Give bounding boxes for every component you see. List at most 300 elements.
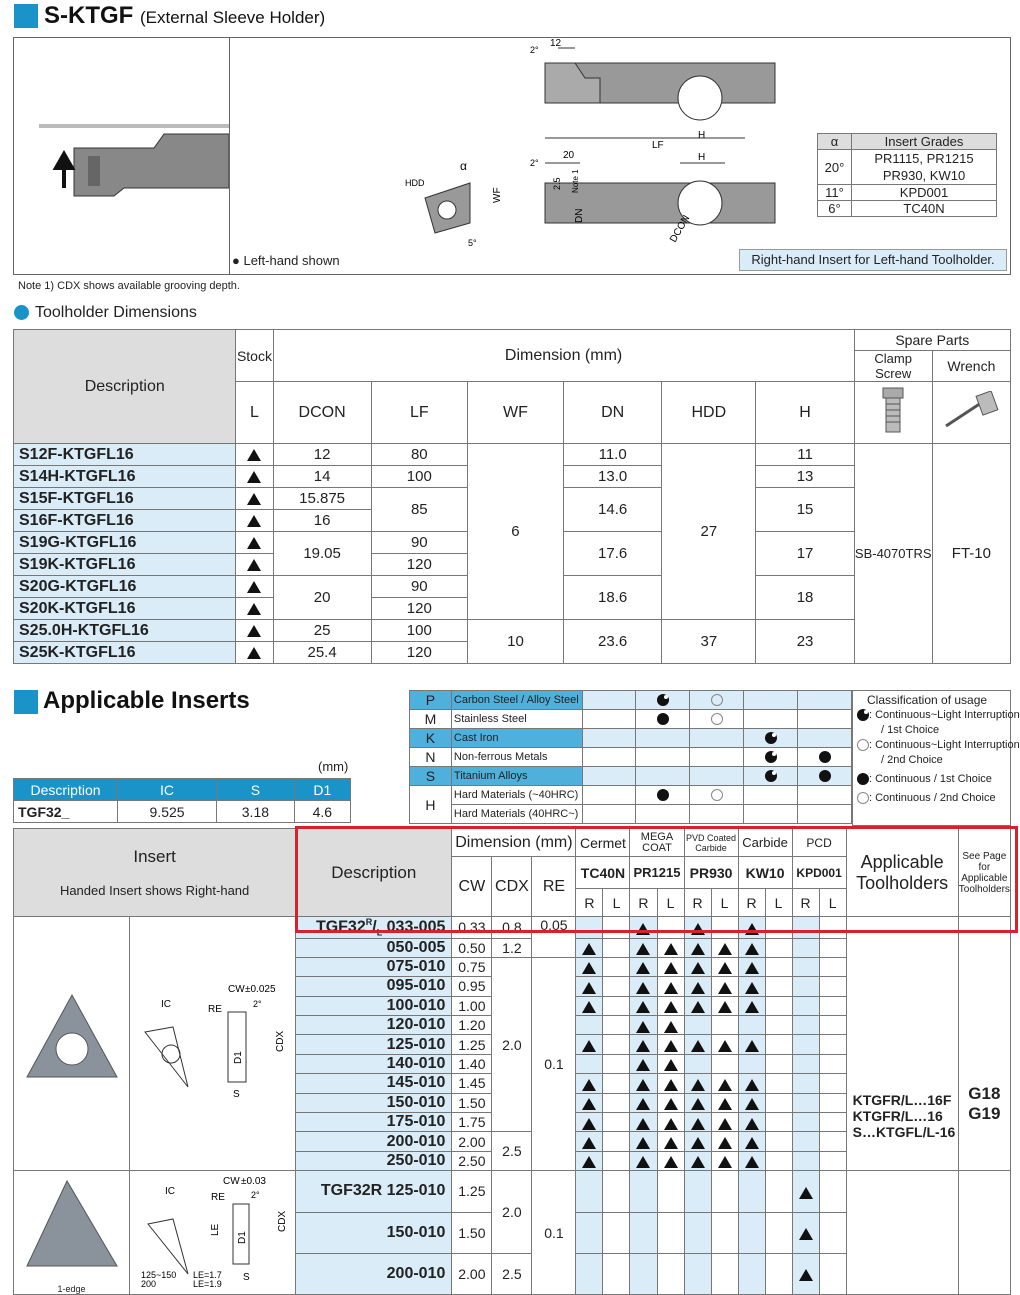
holder-drawing	[400, 38, 800, 268]
section-title-text: Toolholder Dimensions	[35, 304, 197, 321]
holder-code: S14H-KTGFL16	[14, 466, 236, 488]
availability-mark	[718, 1137, 732, 1149]
insert-code	[296, 957, 452, 976]
availability-mark	[636, 982, 650, 994]
insert-code	[296, 1212, 452, 1253]
availability-mark	[691, 1118, 705, 1130]
holder-code: S16F-KTGFL16	[14, 510, 236, 532]
dim-note1: Note 1	[571, 169, 580, 193]
cell-clamp-screw: SB-4070TRS	[854, 444, 932, 664]
stock-mark	[236, 488, 273, 510]
insert-photo	[14, 917, 130, 1171]
dim-12: 12	[550, 38, 562, 49]
cell-hdd: 27	[662, 444, 756, 620]
availability-mark	[718, 1156, 732, 1168]
cell-hdd: 37	[662, 620, 756, 664]
cell-wf: 10	[467, 620, 563, 664]
mat-name: Titanium Alloys	[451, 767, 582, 786]
cell-h: 17	[756, 532, 854, 576]
lbl-d1: D1	[232, 1051, 244, 1065]
left-hand-note: ● Left-hand shown	[232, 253, 340, 268]
availability-mark	[636, 1156, 650, 1168]
stock-mark	[236, 510, 273, 532]
availability-mark	[636, 1137, 650, 1149]
availability-mark	[582, 943, 596, 955]
holder-list	[846, 917, 958, 1171]
availability-mark	[582, 1040, 596, 1052]
availability-mark	[745, 1001, 759, 1013]
th-insert	[14, 829, 296, 917]
availability-mark	[664, 1059, 678, 1071]
th-pr1215: PR1215	[630, 857, 684, 889]
th-l: L	[819, 889, 846, 917]
insert-code	[296, 996, 452, 1015]
inserts-square	[14, 690, 38, 714]
th-r: R	[792, 889, 819, 917]
insert-code-suffix: 033-005	[386, 918, 446, 936]
availability-mark	[691, 943, 705, 955]
cell-dn: 11.0	[564, 444, 662, 466]
materials-table	[409, 690, 852, 824]
holder-code: S25K-KTGFL16	[14, 642, 236, 664]
availability-mark	[745, 962, 759, 974]
figure-divider	[229, 37, 230, 275]
holder-ref: KTGFR/L…16	[852, 1108, 943, 1125]
availability-mark	[745, 982, 759, 994]
usage-3-text: : Continuous / 1st Choice	[869, 773, 992, 785]
holder-ref: S…KTGFL/L-16	[852, 1124, 956, 1141]
page-ref-1: G18	[968, 1084, 1001, 1104]
availability-mark	[718, 1001, 732, 1013]
th-cermet: Cermet	[576, 829, 630, 857]
page-ref	[958, 917, 1010, 1171]
grade-list: PR1115, PR1215 PR930, KW10	[852, 150, 997, 185]
usage-legend	[852, 690, 1020, 826]
availability-mark	[691, 962, 705, 974]
grades-head-alpha: α	[818, 134, 852, 150]
availability-mark	[664, 1137, 678, 1149]
insert-code	[296, 1113, 452, 1132]
cell-cw: 1.25	[452, 1035, 492, 1054]
unit-label: (mm)	[318, 759, 349, 774]
th-r: R	[630, 889, 657, 917]
holder-code: S15F-KTGFL16	[14, 488, 236, 510]
dim-2a: 2°	[530, 45, 539, 55]
grade-angle: 6°	[818, 201, 852, 217]
availability-mark	[718, 943, 732, 955]
usage-mark	[690, 786, 744, 805]
ins-head-d1: D1	[294, 779, 350, 801]
cell-cdx: 2.0	[492, 1171, 532, 1254]
th-dimension: Dimension (mm)	[273, 330, 854, 382]
availability-mark	[664, 1021, 678, 1033]
cell-wrench: FT-10	[932, 444, 1010, 664]
usage-mark	[744, 767, 798, 786]
cell-dn: 18.6	[564, 576, 662, 620]
cell-cdx: 2.5	[492, 1132, 532, 1171]
usage-mark	[636, 786, 690, 805]
availability-mark	[745, 1098, 759, 1110]
insert-code-suffix: 150-010	[386, 1093, 446, 1111]
cell-lf: 120	[371, 598, 467, 620]
dim-alpha: α	[460, 159, 467, 173]
cell-cdx: 2.0	[492, 957, 532, 1132]
th-handed: Handed Insert shows Right-hand	[59, 883, 250, 898]
dim-hdd: HDD	[405, 178, 425, 188]
insert-row	[14, 1171, 1011, 1212]
usage-4	[857, 791, 1006, 806]
page-title	[44, 2, 325, 30]
cell-dn: 14.6	[564, 488, 662, 532]
th-kpd001: KPD001	[792, 857, 846, 889]
usage-mark	[636, 710, 690, 729]
th-l: L	[603, 889, 630, 917]
availability-mark	[582, 982, 596, 994]
th-tc40n: TC40N	[576, 857, 630, 889]
th-cw: CW	[452, 857, 492, 917]
lbl-range1: 125~150	[140, 1269, 176, 1280]
th-insert-text: Insert	[133, 847, 176, 866]
lbl-re: RE	[207, 1004, 222, 1016]
cell-cw: 1.20	[452, 1016, 492, 1035]
cell-cw: 1.00	[452, 996, 492, 1015]
cell-wf: 6	[467, 444, 563, 620]
wrench-icon	[932, 382, 1010, 444]
availability-mark	[636, 943, 650, 955]
insert-code-suffix: 250-010	[386, 1152, 446, 1169]
prefix: TGF32R	[320, 1182, 383, 1200]
availability-mark	[664, 1079, 678, 1091]
cell-cw: 2.00	[452, 1132, 492, 1151]
availability-mark	[691, 982, 705, 994]
cell-cw: 0.95	[452, 977, 492, 996]
availability-mark	[636, 1059, 650, 1071]
availability-mark	[718, 1118, 732, 1130]
th-l: L	[711, 889, 738, 917]
cell-cw: 1.45	[452, 1074, 492, 1093]
availability-mark	[745, 943, 759, 955]
lbl-cw: CW	[222, 1175, 240, 1187]
cell-dn: 17.6	[564, 532, 662, 576]
insert-code	[296, 1253, 452, 1294]
grade-angle: 20°	[818, 150, 852, 185]
usage-2-text: : Continuous~Light Interruption	[869, 739, 1020, 751]
th-desc: Description	[296, 829, 452, 917]
lbl-ic: IC	[160, 999, 171, 1011]
stock-mark	[236, 444, 273, 466]
cell-cw: 0.33	[452, 917, 492, 939]
ins-head-ic: IC	[118, 779, 217, 801]
insert-code	[296, 1093, 452, 1112]
cell-lf: 90	[371, 576, 467, 598]
insert-code-suffix: 140-010	[386, 1055, 446, 1073]
insert-code	[296, 1132, 452, 1151]
availability-mark	[718, 1040, 732, 1052]
availability-mark	[636, 1040, 650, 1052]
usage-mark	[744, 729, 798, 748]
th-re: RE	[532, 857, 576, 917]
dim-5deg: 5°	[468, 238, 477, 248]
th-r: R	[576, 889, 603, 917]
insert-code	[296, 938, 452, 957]
cell-cw: 2.50	[452, 1151, 492, 1170]
availability-mark	[799, 1269, 813, 1281]
insert-code-suffix: 150-010	[386, 1223, 446, 1241]
availability-mark	[691, 1001, 705, 1013]
grade-list: TC40N	[852, 201, 997, 217]
lbl-range2: 200	[140, 1278, 156, 1289]
availability-mark	[582, 1079, 596, 1091]
usage-4-text: : Continuous / 2nd Choice	[869, 792, 996, 804]
availability-mark	[664, 943, 678, 955]
holder-code: S19G-KTGFL16	[14, 532, 236, 554]
lbl-tol: ±0.03	[240, 1175, 266, 1187]
cell-lf: 80	[371, 444, 467, 466]
availability-mark	[636, 1001, 650, 1013]
lbl-2deg: 2°	[250, 1189, 260, 1200]
th-megacoat: MEGA COAT	[630, 829, 684, 857]
availability-mark	[664, 1040, 678, 1052]
insert-code-suffix: 200-010	[386, 1265, 446, 1283]
availability-mark	[691, 1098, 705, 1110]
stock-mark	[236, 532, 273, 554]
cell-h: 18	[756, 576, 854, 620]
availability-mark	[745, 1118, 759, 1130]
insert-code: $TGF32^R/_L$ 033-005	[296, 917, 452, 939]
cell-dn: 13.0	[564, 466, 662, 488]
stock-mark	[236, 554, 273, 576]
dim-lf: LF	[652, 140, 664, 151]
availability-mark	[745, 1079, 759, 1091]
mat-name: Hard Materials (40HRC~)	[451, 805, 582, 824]
cell-cw: 0.75	[452, 957, 492, 976]
cell-cw: 1.50	[452, 1212, 492, 1253]
availability-mark	[718, 982, 732, 994]
cell-dcon: 15.875	[273, 488, 371, 510]
cell-lf: 120	[371, 642, 467, 664]
insert-code-suffix: 075-010	[386, 958, 446, 976]
stock-mark	[236, 466, 273, 488]
holder-code: S25.0H-KTGFL16	[14, 620, 236, 642]
availability-mark	[582, 1001, 596, 1013]
availability-mark	[718, 1098, 732, 1110]
lbl-re: RE	[210, 1191, 225, 1203]
lbl-edge: 1-edge	[57, 1284, 86, 1295]
th-hdd: HDD	[662, 382, 756, 444]
availability-mark	[718, 1079, 732, 1091]
availability-mark	[745, 1156, 759, 1168]
usage-2	[857, 738, 1020, 753]
mat-key: H	[410, 786, 452, 824]
th-dcon: DCON	[273, 382, 371, 444]
right-hand-note: Right-hand Insert for Left-hand Toolholder.	[739, 249, 1007, 271]
holder-code: S20K-KTGFL16	[14, 598, 236, 620]
lbl-cw: CW	[227, 984, 245, 996]
section-dot	[14, 305, 29, 320]
th-pvd: PVD Coated Carbide	[684, 829, 738, 857]
ins-head-s: S	[217, 779, 295, 801]
mat-key: M	[410, 710, 452, 729]
th-clamp-screw: Clamp Screw	[854, 351, 932, 382]
usage-mark	[636, 691, 690, 710]
cell-dcon: 25.4	[273, 642, 371, 664]
availability-mark	[745, 1040, 759, 1052]
th-L: L	[236, 382, 273, 444]
insert-code	[296, 1054, 452, 1073]
availability-mark	[664, 1098, 678, 1110]
insert-code	[296, 1016, 452, 1035]
usage-2b: / 2nd Choice	[881, 754, 943, 766]
mat-key: S	[410, 767, 452, 786]
holder-code: S20G-KTGFL16	[14, 576, 236, 598]
insert-code	[296, 1035, 452, 1054]
cell-cw: 2.00	[452, 1253, 492, 1294]
usage-mark	[798, 748, 852, 767]
usage-mark	[690, 691, 744, 710]
ins-d1: 4.6	[294, 801, 350, 823]
holder-code: S12F-KTGFL16	[14, 444, 236, 466]
insert-code-suffix: 050-005	[386, 938, 446, 956]
highlight-box	[295, 826, 1018, 936]
toolholder-section-title	[14, 304, 197, 322]
usage-mark	[798, 767, 852, 786]
cell-lf: 120	[371, 554, 467, 576]
cell-cdx: 1.2	[492, 938, 532, 957]
availability-mark	[664, 1156, 678, 1168]
mat-name: Cast Iron	[451, 729, 582, 748]
page-ref-2: G19	[968, 1104, 1001, 1124]
insert-code-suffix: 125-010	[386, 1182, 446, 1200]
availability-mark	[636, 1079, 650, 1091]
stock-mark	[236, 620, 273, 642]
lbl-ic: IC	[164, 1185, 175, 1197]
insert-code	[296, 1074, 452, 1093]
th-carbide: Carbide	[738, 829, 792, 857]
cell-h: 23	[756, 620, 854, 664]
grade-list: KPD001	[852, 185, 997, 201]
lbl-s: S	[242, 1271, 250, 1283]
availability-mark	[664, 1001, 678, 1013]
availability-mark	[664, 982, 678, 994]
insert-code-suffix: 175-010	[386, 1113, 446, 1131]
cell-lf: 100	[371, 466, 467, 488]
cell-dcon: 14	[273, 466, 371, 488]
dim-dn: DN	[574, 208, 585, 223]
th-applicable: Applicable Toolholders	[846, 829, 958, 917]
insert-code-suffix: 120-010	[386, 1016, 446, 1034]
availability-mark	[582, 1098, 596, 1110]
cell-cw: 1.50	[452, 1093, 492, 1112]
lbl-tol: ±0.025	[244, 984, 276, 996]
title-code: S-KTGF	[44, 2, 134, 29]
dim-wf: WF	[492, 187, 503, 203]
th-pcd: PCD	[792, 829, 846, 857]
availability-mark	[636, 1098, 650, 1110]
mat-name: Carbon Steel / Alloy Steel	[451, 691, 582, 710]
usage-1-text: : Continuous~Light Interruption	[869, 709, 1020, 721]
cell-dcon: 16	[273, 510, 371, 532]
cell-re: 0.1	[532, 957, 576, 1170]
cdx-note: Note 1) CDX shows available grooving depth.	[18, 280, 240, 292]
lbl-s: S	[232, 1089, 240, 1101]
grade-angle: 11°	[818, 185, 852, 201]
usage-1b: / 1st Choice	[881, 724, 940, 736]
cell-cw: 0.50	[452, 938, 492, 957]
mat-key: P	[410, 691, 452, 710]
availability-mark	[799, 1228, 813, 1240]
insert-code-suffix: 095-010	[386, 977, 446, 995]
cell-cw: 1.40	[452, 1054, 492, 1073]
ins-desc: TGF32_	[14, 801, 118, 823]
stock-mark	[236, 642, 273, 664]
th-kw10: KW10	[738, 857, 792, 889]
th-l: L	[657, 889, 684, 917]
lbl-cdx: CDX	[274, 1030, 286, 1053]
usage-title: Classification of usage	[867, 693, 988, 707]
th-cdx: CDX	[492, 857, 532, 917]
lbl-le2: LE=1.9	[192, 1278, 222, 1289]
cell-lf: 100	[371, 620, 467, 642]
cell-dcon: 12	[273, 444, 371, 466]
cell-h: 15	[756, 488, 854, 532]
lbl-le: LE	[209, 1223, 221, 1236]
usage-mark	[690, 710, 744, 729]
insert-drawing-2	[130, 1171, 296, 1295]
cell-re: 0.1	[532, 1171, 576, 1295]
availability-mark	[582, 1137, 596, 1149]
clamp-screw-icon	[854, 382, 932, 444]
insert-code-suffix: 145-010	[386, 1074, 446, 1092]
availability-mark	[799, 1187, 813, 1199]
cell-cw: 1.75	[452, 1113, 492, 1132]
cell-h: 11	[756, 444, 854, 466]
cell-cdx: 2.5	[492, 1253, 532, 1294]
holder-sketch	[14, 38, 229, 274]
insert-code-suffix: 100-010	[386, 996, 446, 1014]
toolholder-table	[13, 329, 1011, 664]
ins-head-desc: Description	[14, 779, 118, 801]
usage-mark	[744, 748, 798, 767]
lbl-le1: LE=1.7	[192, 1269, 222, 1280]
availability-mark	[582, 1118, 596, 1130]
th-dim: Dimension (mm)	[452, 829, 576, 857]
stock-mark	[236, 598, 273, 620]
availability-mark	[718, 962, 732, 974]
cell-h: 13	[756, 466, 854, 488]
insert-code-suffix: 200-010	[386, 1132, 446, 1150]
ins-s: 3.18	[217, 801, 295, 823]
insert-grades-table	[817, 133, 997, 217]
th-stock: Stock	[236, 330, 273, 382]
th-lf: LF	[371, 382, 467, 444]
th-see-page: See Page for Applicable Toolholders	[958, 829, 1010, 917]
dim-2-5: 2.5	[552, 177, 562, 190]
availability-mark	[691, 1137, 705, 1149]
th-spare-parts: Spare Parts	[854, 330, 1010, 351]
th-r: R	[738, 889, 765, 917]
th-wrench: Wrench	[932, 351, 1010, 382]
lbl-cdx: CDX	[276, 1210, 288, 1232]
th-r: R	[684, 889, 711, 917]
availability-mark	[664, 1118, 678, 1130]
insert-code-suffix: 125-010	[386, 1035, 446, 1053]
mat-name: Stainless Steel	[451, 710, 582, 729]
cell-lf: 85	[371, 488, 467, 532]
lbl-d1: D1	[236, 1230, 248, 1244]
insert-dims-table	[13, 778, 351, 823]
th-description: Description	[14, 330, 236, 444]
th-dn: DN	[564, 382, 662, 444]
